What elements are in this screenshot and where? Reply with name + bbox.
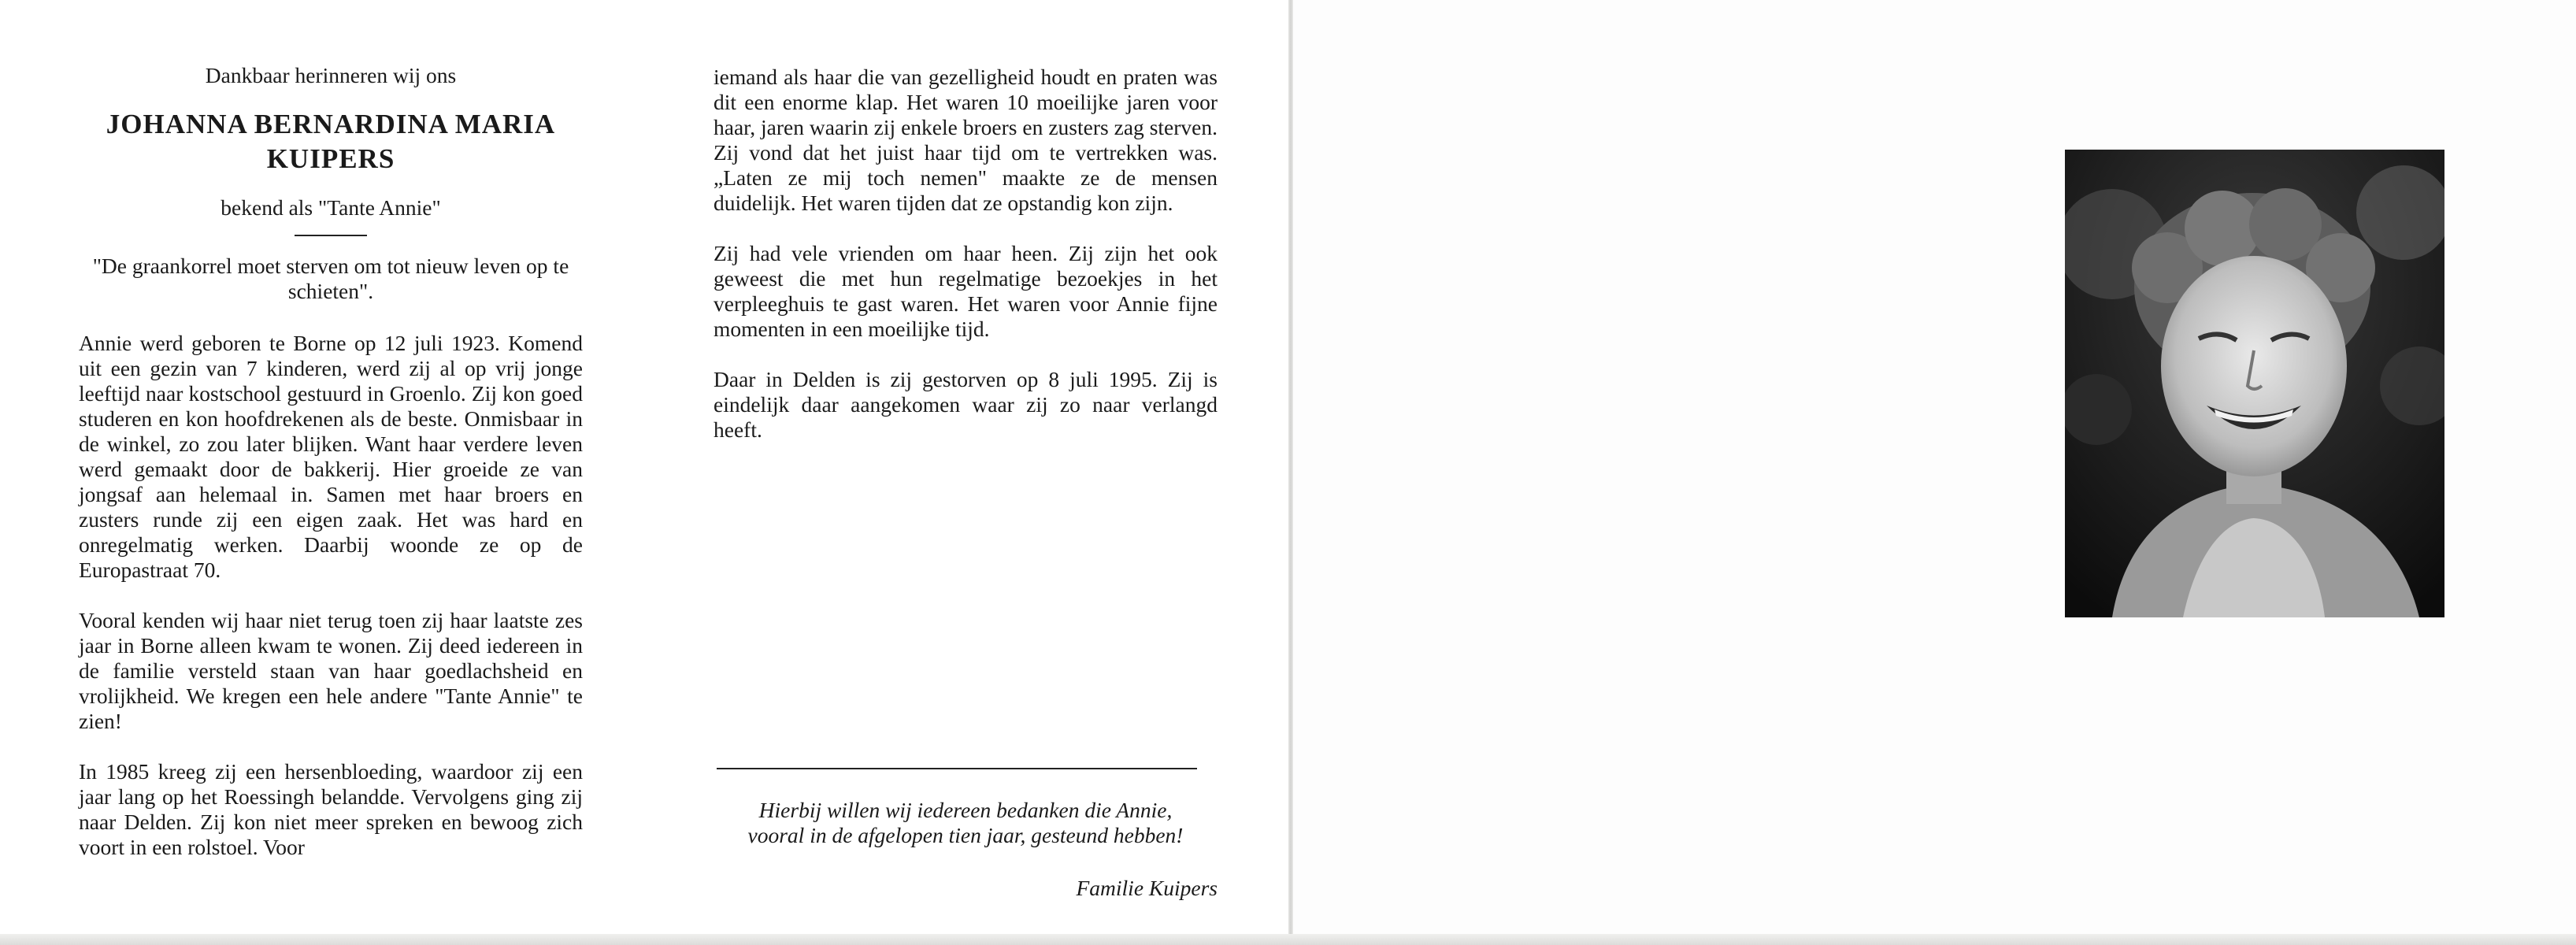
deceased-name-line1: JOHANNA BERNARDINA MARIA	[106, 109, 556, 139]
deceased-name-line2: KUIPERS	[266, 143, 395, 174]
nickname-line: bekend als "Tante Annie"	[221, 195, 441, 220]
biography-paragraph: Zij had vele vrienden om haar heen. Zij zijn het ook geweest die met hun regelmatige bezoekjes in het verpleeghuis te gast waren. Het waren voor Annie fijne momenten in een moeilijke tijd.	[713, 241, 1218, 341]
quote: "De graankorrel moet sterven om tot nieuw leven op te schieten".	[92, 254, 569, 303]
thanks-line-2: vooral in de afgelopen tien jaar, gesteund hebben!	[747, 823, 1184, 847]
text-column-left	[79, 63, 583, 885]
thanks-divider	[717, 768, 1197, 769]
text-column-right	[713, 65, 1218, 468]
divider	[295, 235, 367, 236]
biography-paragraph: Annie werd geboren te Borne op 12 juli 1923. Komend uit een gezin van 7 kinderen, werd zij al op vrij jonge leeftijd naar kostschool gestuurd in Groenlo. Zij kon goed studeren en kon hoofdrekenen als de beste. Onmisbaar in de winkel, zo zou later blijken. Want haar verdere leven werd gemaakt door de bakkerij. Hier groeide ze van jongsaf aan helemaal in. Samen met haar broers en zusters runde zij een eigen zaak. Het was hard en onregelmatig werken. Daarbij woonde ze op de Europastraat 70.	[79, 331, 583, 582]
portrait-photo-icon	[2065, 150, 2444, 617]
biography-paragraph: Vooral kenden wij haar niet terug toen zij haar laatste zes jaar in Borne alleen kwam te wonen. Zij deed iedereen in de familie versteld staan van haar goedlachsheid en vrolijkheid. We kregen een hele andere "Tante Annie" te zien!	[79, 608, 583, 733]
card-bottom-edge	[0, 934, 2576, 945]
intro-line: Dankbaar herinneren wij ons	[205, 63, 457, 87]
biography-paragraph: In 1985 kreeg zij een hersenbloeding, waardoor zij een jaar lang op het Roessingh belandde. Vervolgens ging zij naar Delden. Zij kon niet meer spreken en bewoog zich voort in een rolstoel. Voor	[79, 759, 583, 859]
thanks-note	[713, 798, 1218, 848]
thanks-line-1: Hierbij willen wij iedereen bedanken die Annie,	[758, 798, 1173, 822]
biography-paragraph: Daar in Delden is zij gestorven op 8 juli 1995. Zij is eindelijk daar aangekomen waar zij zo naar verlangd heeft.	[713, 367, 1218, 442]
family-signature: Familie Kuipers	[1076, 876, 1218, 900]
biography-paragraph: iemand als haar die van gezelligheid houdt en praten was dit een enorme klap. Het waren 10 moeilijke jaren voor haar, jaren waarin zij enkele broers en zusters zag sterven. Zij vond dat het juist haar tijd om te vertrekken was. „Laten ze mij toch nemen" maakte ze de mensen duidelijk. Het waren tijden dat ze opstandig kon zijn.	[713, 65, 1218, 215]
